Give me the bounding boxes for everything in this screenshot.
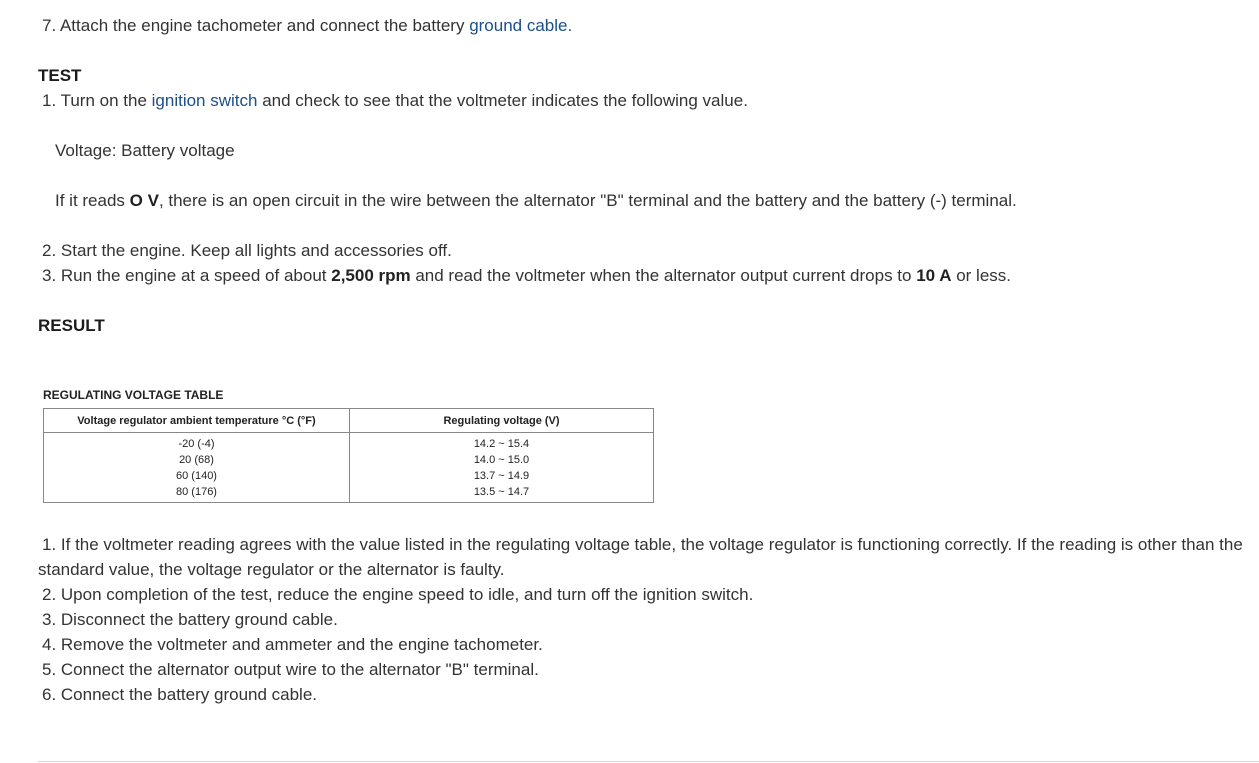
voltage-spec: Voltage: Battery voltage [55, 141, 235, 160]
table-title: REGULATING VOLTAGE TABLE [43, 388, 224, 402]
temperature-value: 20 (68) [179, 454, 214, 466]
temperature-cell [44, 433, 350, 503]
test-step-3 [42, 263, 1011, 288]
test-heading: TEST [38, 66, 82, 85]
temperature-value: -20 (-4) [178, 438, 215, 450]
step-7 [42, 13, 572, 38]
test-step-1-pre: 1. Turn on the [42, 91, 152, 110]
result-item-5: 5. Connect the alternator output wire to the alternator "B" terminal. [42, 660, 539, 679]
voltage-column-header: Regulating voltage (V) [350, 409, 654, 433]
table-row [44, 433, 654, 503]
regulating-voltage-table [43, 408, 654, 503]
test-step-1 [42, 88, 748, 113]
temperature-column-header: Voltage regulator ambient temperature °C (°F) [44, 409, 350, 433]
step-7-text: 7. Attach the engine tachometer and connect the battery [42, 16, 470, 35]
test-step-3-mid: and read the voltmeter when the alternator output current drops to [410, 266, 917, 285]
result-item-3: 3. Disconnect the battery ground cable. [42, 610, 338, 629]
test-step-2: 2. Start the engine. Keep all lights and accessories off. [42, 241, 452, 260]
voltage-value: 13.5 ~ 14.7 [473, 486, 530, 498]
table-header-row [44, 409, 654, 433]
voltage-value: 13.7 ~ 14.9 [473, 470, 530, 482]
result-heading: RESULT [38, 316, 105, 335]
test-step-1-post: and check to see that the voltmeter indicates the following value. [257, 91, 748, 110]
temperature-value: 60 (140) [176, 470, 217, 482]
amp-value: 10 A [916, 266, 952, 285]
result-item-4: 4. Remove the voltmeter and ammeter and the engine tachometer. [42, 635, 543, 654]
ignition-switch-link[interactable]: ignition switch [151, 91, 258, 110]
zero-volt-value: O V [129, 191, 159, 210]
test-step-3-post: or less. [951, 266, 1012, 285]
bottom-divider [38, 761, 1259, 762]
result-item-6: 6. Connect the battery ground cable. [42, 685, 318, 704]
ground-cable-link[interactable]: ground cable. [469, 16, 573, 35]
temperature-value: 80 (176) [176, 486, 217, 498]
result-item-1: 1. If the voltmeter reading agrees with the value listed in the regulating voltage table, the voltage regulator is functioning correctly. If the reading is other than the standard value, the voltage regulator or the alternator is faulty. [38, 535, 1243, 579]
zero-volt-note-pre: If it reads [55, 191, 130, 210]
zero-volt-note [55, 188, 1017, 213]
result-item-2: 2. Upon completion of the test, reduce the engine speed to idle, and turn off the ignition switch. [42, 585, 754, 604]
test-step-3-pre: 3. Run the engine at a speed of about [42, 266, 332, 285]
voltage-value: 14.0 ~ 15.0 [473, 454, 530, 466]
voltage-value: 14.2 ~ 15.4 [473, 438, 530, 450]
zero-volt-note-post: , there is an open circuit in the wire between the alternator "B" terminal and the battery and the battery (-) terminal. [158, 191, 1017, 210]
rpm-value: 2,500 rpm [331, 266, 411, 285]
voltage-cell [350, 433, 654, 503]
